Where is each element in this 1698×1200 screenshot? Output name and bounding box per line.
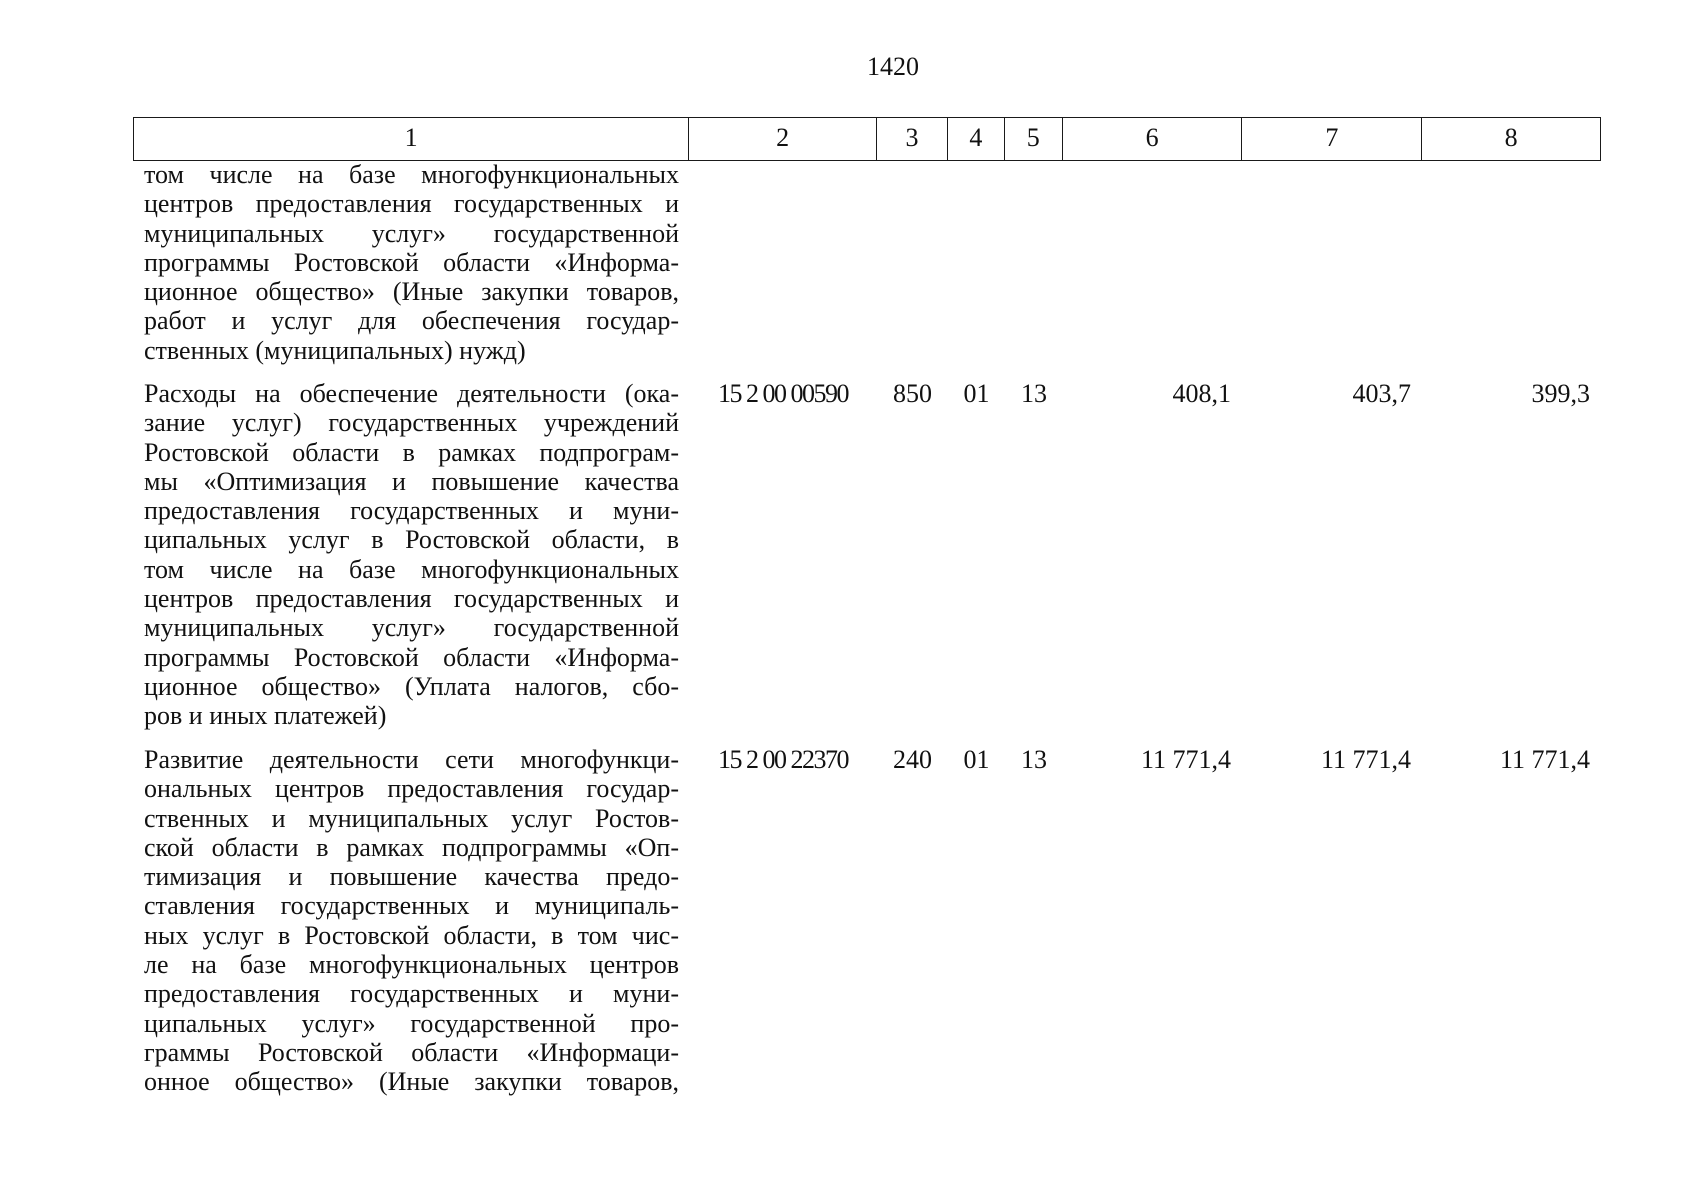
row-col6: 11 771,4: [1140, 745, 1231, 774]
description-line: ональных центров предоставления государ-: [144, 774, 679, 804]
column-header-7: 7: [1242, 118, 1422, 160]
row-col7: [1243, 160, 1423, 365]
description-line: программы Ростовской области «Информа-: [144, 247, 679, 277]
row-description: [133, 745, 689, 1097]
description-line: муниципальных услуг» государственной: [144, 613, 679, 643]
description-line: ственных и муниципальных услуг Ростов-: [144, 803, 679, 833]
row-col4: [948, 160, 1005, 365]
description-line: тимизация и повышение качества предо-: [144, 862, 679, 892]
row-col8: [1423, 160, 1601, 365]
table-row: [133, 160, 1601, 365]
description-line: работ и услуг для обеспечения государ-: [144, 306, 679, 336]
column-header-5: 5: [1005, 118, 1063, 160]
description-line: Расходы на обеспечение деятельности (ока-: [144, 379, 679, 408]
row-col4: 01: [963, 379, 990, 408]
table-header-row: [133, 117, 1601, 161]
row-col3: 240: [893, 745, 932, 774]
description-line: зание услуг) государственных учреждений: [144, 408, 679, 438]
description-line: центров предоставления государственных и: [144, 584, 679, 614]
row-col3: 850: [893, 379, 932, 408]
row-col8: 11 771,4: [1499, 745, 1590, 774]
description-line: программы Ростовской области «Информа-: [144, 642, 679, 672]
row-code: 15 2 00 22370: [718, 745, 848, 774]
description-line: том числе на базе многофункциональных: [144, 160, 679, 189]
description-line: онное общество» (Иные закупки товаров,: [144, 1067, 679, 1097]
column-header-8: 8: [1504, 123, 1518, 152]
description-line: мы «Оптимизация и повышение качества: [144, 466, 679, 496]
description-line: центров предоставления государственных и: [144, 189, 679, 219]
description-line: ственных (муниципальных) нужд): [144, 335, 526, 365]
description-line: ставления государственных и муниципаль-: [144, 891, 679, 921]
description-line: том числе на базе многофункциональных: [144, 554, 679, 584]
row-col3: [877, 160, 948, 365]
row-col7: 403,7: [1352, 379, 1411, 408]
description-line: ле на базе многофункциональных центров: [144, 950, 679, 980]
row-col8: 399,3: [1531, 379, 1590, 408]
column-header-3: 3: [877, 118, 948, 160]
description-line: ров и иных платежей): [144, 701, 387, 731]
row-col5: 13: [1021, 379, 1047, 408]
row-description: [133, 160, 689, 365]
description-line: ционное общество» (Уплата налогов, сбо-: [144, 671, 679, 701]
row-col5: [1005, 160, 1063, 365]
row-code: [689, 160, 877, 365]
table-row: [133, 745, 1601, 1097]
description-line: ных услуг в Ростовской области, в том чис-: [144, 920, 679, 950]
row-col6: 408,1: [1172, 379, 1231, 408]
row-col4: 01: [963, 745, 990, 774]
description-line: предоставления государственных и муни-: [144, 496, 679, 526]
description-line: предоставления государственных и муни-: [144, 979, 679, 1009]
row-col6: [1063, 160, 1243, 365]
row-code: 15 2 00 00590: [718, 379, 848, 408]
column-header-6: 6: [1063, 118, 1243, 160]
column-header-4: 4: [948, 118, 1005, 160]
description-line: ципальных услуг в Ростовской области, в: [144, 525, 679, 555]
description-line: ской области в рамках подпрограммы «Оп-: [144, 832, 679, 862]
description-line: Ростовской области в рамках подпрограм-: [144, 437, 679, 467]
column-header-1: 1: [134, 118, 689, 160]
description-line: граммы Ростовской области «Информаци-: [144, 1037, 679, 1067]
description-line: муниципальных услуг» государственной: [144, 218, 679, 248]
column-header-2: 2: [689, 118, 877, 160]
description-line: ципальных услуг» государственной про-: [144, 1008, 679, 1038]
page-number: 1420: [867, 52, 919, 81]
row-col5: 13: [1021, 745, 1047, 774]
description-line: ционное общество» (Иные закупки товаров,: [144, 277, 679, 307]
row-description: [133, 379, 689, 731]
table-row: [133, 379, 1601, 731]
row-col7: 11 771,4: [1320, 745, 1411, 774]
description-line: Развитие деятельности сети многофункци-: [144, 745, 679, 774]
